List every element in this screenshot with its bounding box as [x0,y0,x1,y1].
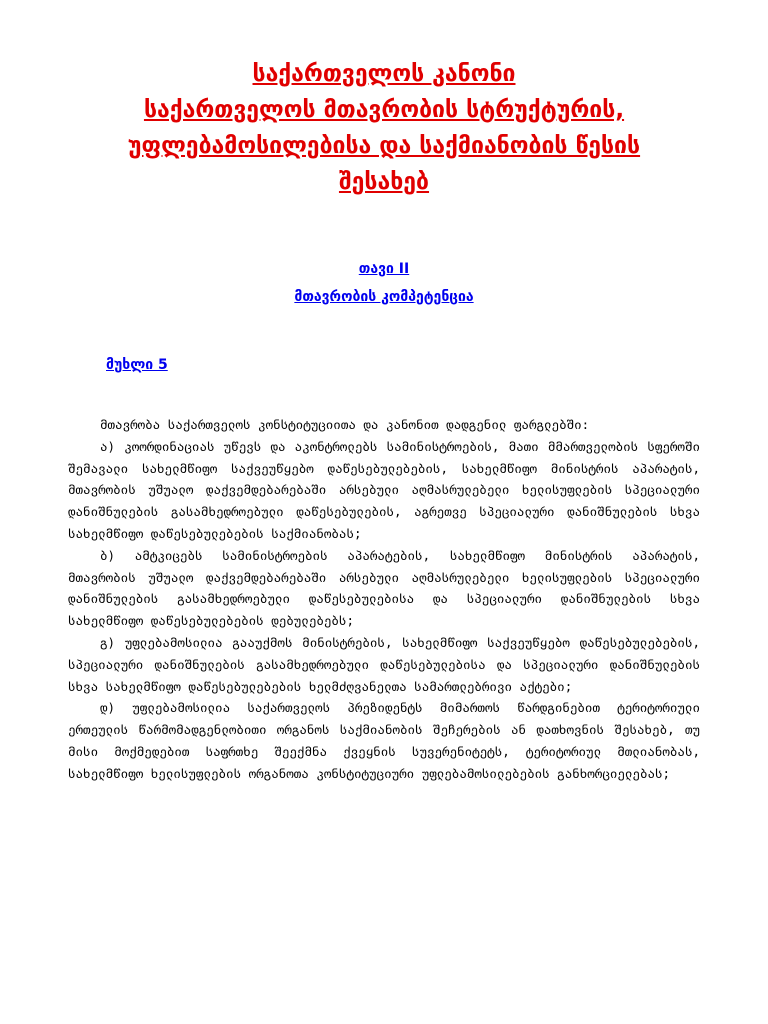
article-body [68,414,700,785]
article-item-g: გ) უფლებამოსილია გააუქმოს მინისტრების, სახელმწიფო საქვეუწყებო დაწესებულებების, სპეციალური დანიშნულების გასამხედროებული დაწესებულებისა და სპეციალური დანიშნულების სხვა სახელმწიფო დაწესებულებების ხელმძღვანელთა სამართლებრივი აქტები; [68,634,700,694]
law-title [60,56,708,200]
article-intro: მთავრობა საქართველოს კონსტიტუციითა და კანონით დადგენილ ფარგლებში: [100,417,590,432]
article-item-d: დ) უფლებამოსილია საქართველოს პრეზიდენტს მიმართოს წარდგინებით ტერიტორიული ერთეულის წარმომადგენლობითი ორგანოს საქმიანობის შეჩერების ან დათხოვნის შესახებ, თუ მისი მოქმედებით საფრთხე შეექმნა ქვეყნის სუვერენიტეტს, ტერიტორიულ მთლიანობას, სახელმწიფო ხელისუფლების ორგანოთა კონსტიტუციური უფლებამოსილებების განხორციელებას; [68,700,700,781]
chapter-title-link[interactable]: მთავრობის კომპეტენცია [294,289,474,305]
article-item-a: ა) კოორდინაციას უწევს და აკონტროლებს სამინისტროების, მათი მმართველობის სფეროში შემავალი სახელმწიფო საქვეუწყებო დაწესებულებების, სახელმწიფო მინისტრის აპარატის, მთავრობის უშუალო დაქვემდებარებაში არსებული აღმასრულებელი ხელისუფლების სპეციალური დანიშნულების გასამხედროებული დაწესებულების, აგრეთვე სპეციალური დანიშნულების სხვა სახელმწიფო დაწესებულებების საქმიანობას; [68,438,700,541]
article-link[interactable]: მუხლი 5 [106,357,168,373]
law-title-line-1: საქართველოს კანონი [252,61,516,87]
law-title-line-2: საქართველოს მთავრობის სტრუქტურის, [143,97,625,123]
chapter-number-link[interactable]: თავი II [358,261,410,277]
law-title-line-4: შესახებ [338,169,430,195]
article-item-b: ბ) ამტკიცებს სამინისტროების აპარატების, სახელმწიფო მინისტრის აპარატის, მთავრობის უშუალო დაქვემდებარებაში არსებული აღმასრულებელი ხელისუფლების სპეციალური დანიშნულების გასამხედროებული დაწესებულებისა და სპეციალური დანიშნულების სხვა სახელმწიფო დაწესებულებების დებულებებს; [68,547,700,629]
law-title-line-3: უფლებამოსილებისა და საქმიანობის წესის [127,133,641,159]
